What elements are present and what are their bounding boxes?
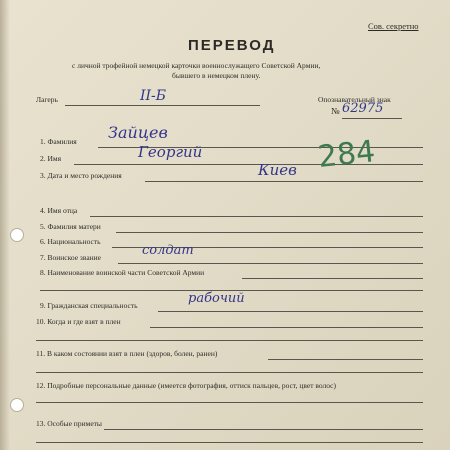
field-line [90,216,423,217]
field-label-condition: 11. В каком состоянии взят в плен (здоров, болен, ранен) [36,349,218,358]
pow-number-sign: № [331,106,340,116]
camp-label: Лагерь [36,95,58,104]
field-line [268,359,423,360]
handwritten-annotation: 284 [316,134,377,175]
field-line [104,429,423,430]
subtitle-line-1: с личной трофейной немецкой карточки военнослужащего Советской Армии, [72,61,321,70]
field-line [118,263,423,264]
subtitle-line-2: бывшего в немецком плену. [172,71,261,80]
field-value-surname: Зайцев [108,123,168,142]
field-label-surname: 1. Фамилия [40,137,77,146]
camp-line [65,105,260,106]
field-label-military-unit: 8. Наименование воинской части Советской Армии [40,268,205,277]
field-label-mother-surname: 5. Фамилия матери [40,222,101,231]
field-value-civil-profession: рабочий [188,291,245,306]
field-value-rank: солдат [142,243,194,258]
field-label-rank: 7. Воинское звание [40,253,102,262]
field-line [36,340,423,341]
field-value-birthplace: Киев [258,161,297,179]
punch-hole [10,228,24,242]
field-label-personal-data: 12. Подробные персональные данные (имеется фотография, оттиск пальцев, рост, цвет волос) [36,381,336,390]
field-line [158,311,423,312]
camp-value: II-Б [140,88,167,104]
page-title: ПЕРЕВОД [188,37,276,54]
pow-number-value: 62975 [342,101,384,116]
field-label-birth: 3. Дата и место рождения [40,171,122,180]
field-line [36,442,423,443]
page-edge-shadow [0,0,10,450]
field-line [150,327,423,328]
field-value-first-name: Георгий [138,143,203,161]
field-label-civil-profession: 9. Гражданская специальность [40,301,138,310]
field-label-nationality: 6. Национальность [40,237,101,246]
secrecy-stamp: Сов. секретно [368,21,419,31]
field-line [36,372,423,373]
pow-number-line [342,118,402,119]
field-line [145,181,423,182]
field-label-special-marks: 13. Особые приметы [36,419,102,428]
field-label-father-name: 4. Имя отца [40,206,78,215]
punch-hole [10,398,24,412]
pow-number-label: Опознавательный знак [318,95,391,104]
field-label-capture: 10. Когда и где взят в плен [36,317,121,326]
field-line [116,232,423,233]
field-line [242,278,423,279]
field-label-first-name: 2. Имя [40,154,62,163]
field-line [36,402,423,403]
